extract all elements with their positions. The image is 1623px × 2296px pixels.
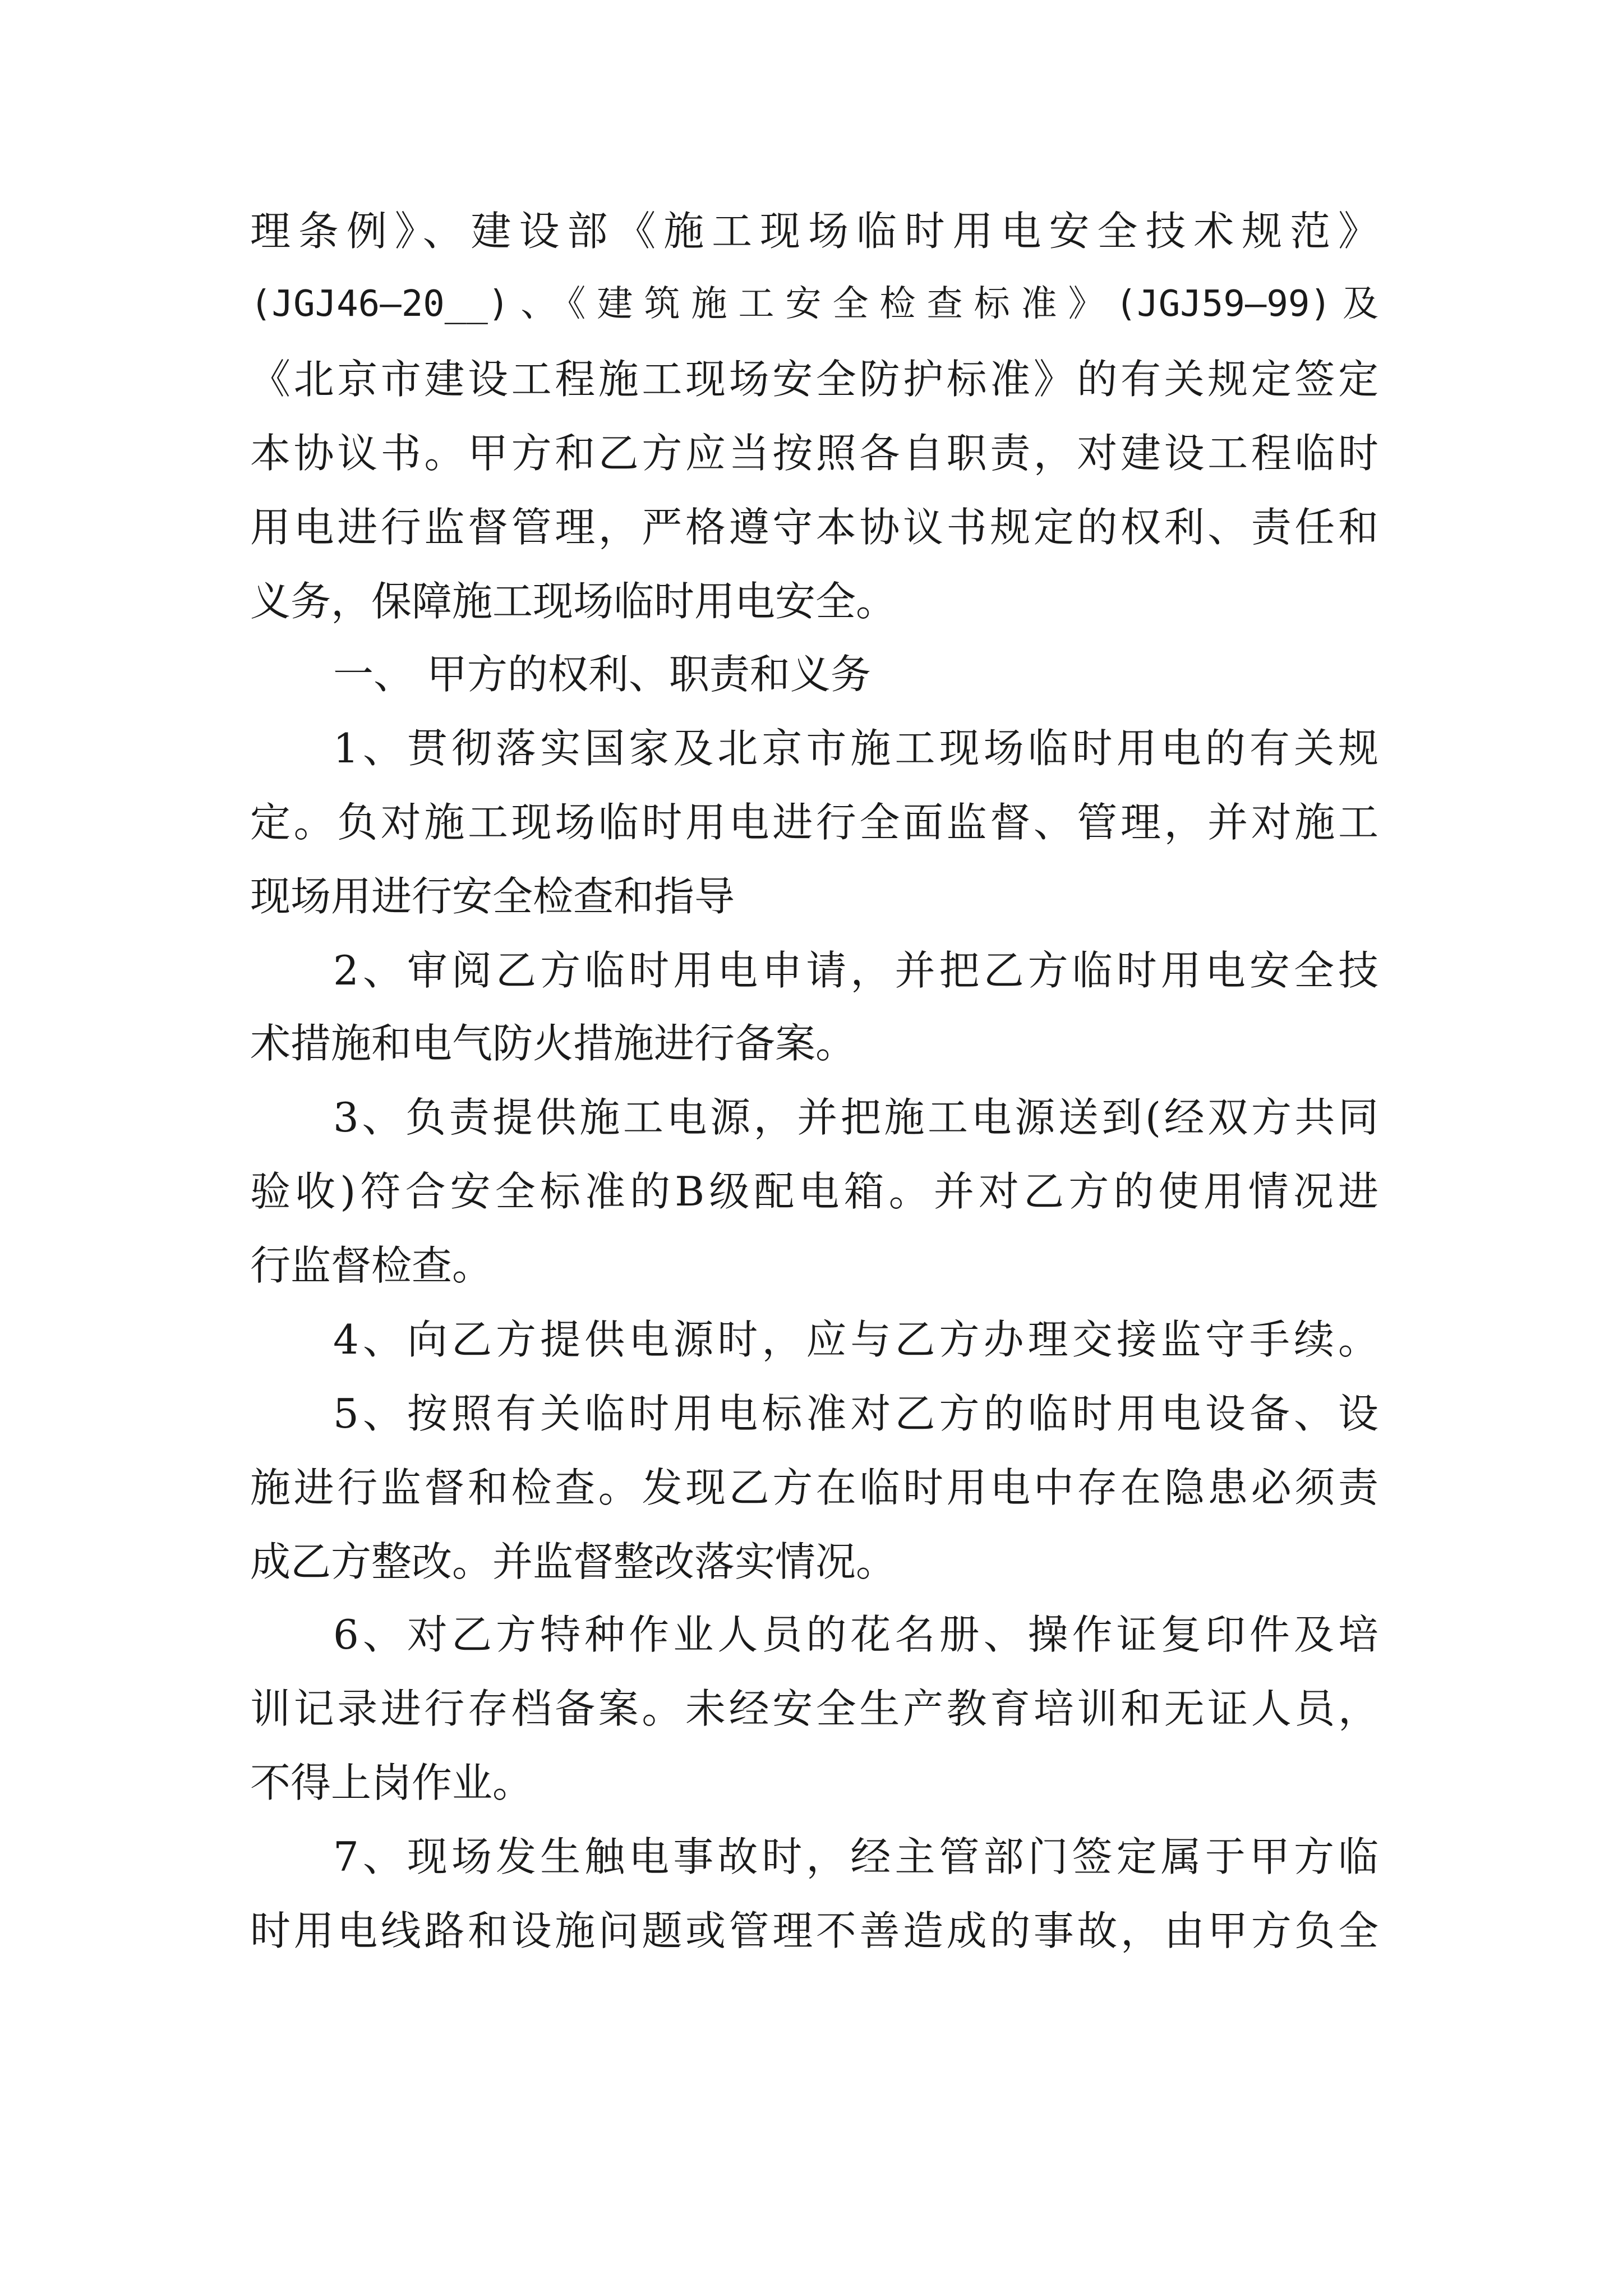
paragraph-line: 验收)符合安全标准的B级配电箱。并对乙方的使用情况进 [250, 1168, 1378, 1215]
list-item: 2、审阅乙方临时用电申请，并把乙方临时用电安全技 [333, 947, 1378, 994]
paragraph-line: 义务，保障施工现场临时用电安全。 [250, 578, 897, 625]
paragraph-line: 本协议书。甲方和乙方应当按照各自职责，对建设工程临时 [250, 430, 1378, 477]
paragraph-line: 理条例》、建设部《施工现场临时用电安全技术规范》 [250, 208, 1378, 255]
paragraph-line: 定。负对施工现场临时用电进行全面监督、管理，并对施工 [250, 799, 1378, 846]
paragraph-line: 行监督检查。 [250, 1242, 493, 1289]
paragraph-line: 时用电线路和设施问题或管理不善造成的事故，由甲方负全 [250, 1907, 1378, 1954]
paragraph-line: 训记录进行存档备案。未经安全生产教育培训和无证人员， [250, 1685, 1378, 1732]
section-heading: 一、 甲方的权利、职责和义务 [333, 651, 871, 698]
list-item: 6、对乙方特种作业人员的花名册、操作证复印件及培 [333, 1611, 1378, 1658]
paragraph-line: 术措施和电气防火措施进行备案。 [250, 1020, 856, 1067]
paragraph-line: 《北京市建设工程施工现场安全防护标准》的有关规定签定 [250, 356, 1378, 403]
list-item: 3、负责提供施工电源，并把施工电源送到(经双方共同 [333, 1094, 1378, 1141]
list-item: 1、贯彻落实国家及北京市施工现场临时用电的有关规 [333, 725, 1378, 772]
paragraph-line: 用电进行监督管理，严格遵守本协议书规定的权利、责任和 [250, 504, 1378, 551]
paragraph-line: 施进行监督和检查。发现乙方在临时用电中存在隐患必须责 [250, 1464, 1378, 1511]
paragraph-line: 不得上岗作业。 [250, 1759, 533, 1806]
paragraph-line: 成乙方整改。并监督整改落实情况。 [250, 1538, 897, 1585]
paragraph-line: (JGJ46—20__)、《建筑施工安全检查标准》(JGJ59—99)及 [250, 283, 1378, 325]
list-item: 7、现场发生触电事故时，经主管部门签定属于甲方临 [333, 1833, 1378, 1880]
list-item: 5、按照有关临时用电标准对乙方的临时用电设备、设 [333, 1390, 1378, 1437]
list-item: 4、向乙方提供电源时，应与乙方办理交接监守手续。 [333, 1316, 1378, 1363]
paragraph-line: 现场用进行安全检查和指导 [250, 873, 735, 920]
